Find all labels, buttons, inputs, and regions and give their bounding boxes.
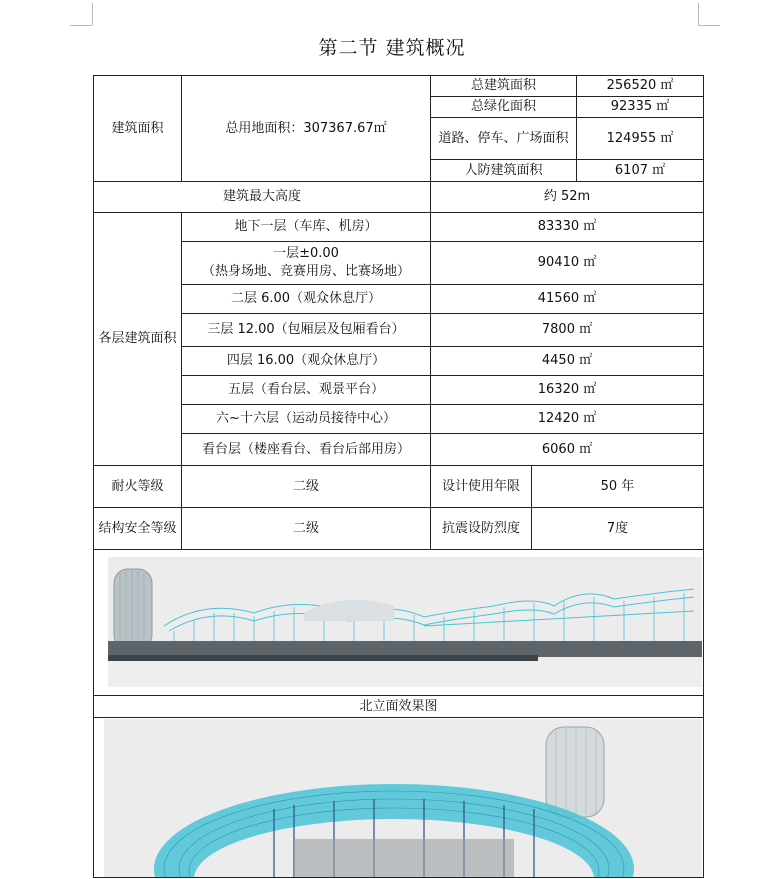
sub-label: 道路、停车、广场面积 [431, 118, 577, 160]
floor-value: 4450 ㎡ [431, 347, 704, 376]
sub-value: 92335 ㎡ [577, 97, 704, 118]
life-label: 设计使用年限 [431, 466, 532, 508]
fire-label: 耐火等级 [94, 466, 182, 508]
sub-value: 256520 ㎡ [577, 76, 704, 97]
sub-label: 总绿化面积 [431, 97, 577, 118]
floor-label: 一层±0.00 （热身场地、竞赛用房、比赛场地） [182, 242, 431, 285]
floor-value: 6060 ㎡ [431, 434, 704, 466]
floor-label: 五层（看台层、观景平台） [182, 376, 431, 405]
floor-value: 90410 ㎡ [431, 242, 704, 285]
struct-label: 结构安全等级 [94, 508, 182, 550]
floors-label: 各层建筑面积 [94, 213, 182, 466]
floor-label: 看台层（楼座看台、看台后部用房） [182, 434, 431, 466]
land-area: 总用地面积：307367.67㎡ [182, 76, 431, 182]
image-caption: 北立面效果图 [94, 696, 704, 718]
sub-label: 人防建筑面积 [431, 160, 577, 182]
stadium-rendering-image [94, 718, 704, 878]
floor-label: 地下一层（车库、机房） [182, 213, 431, 242]
margin-mark [70, 25, 92, 26]
floor-label: 三层 12.00（包厢层及包厢看台） [182, 314, 431, 347]
life-value: 50 年 [532, 466, 704, 508]
floor-label: 六~十六层（运动员接待中心） [182, 405, 431, 434]
seismic-value: 7度 [532, 508, 704, 550]
fire-value: 二级 [182, 466, 431, 508]
struct-value: 二级 [182, 508, 431, 550]
margin-mark [698, 3, 699, 25]
sub-label: 总建筑面积 [431, 76, 577, 97]
floor-value: 83330 ㎡ [431, 213, 704, 242]
floor-value: 41560 ㎡ [431, 285, 704, 314]
north-elevation-image [94, 550, 704, 696]
margin-mark [698, 25, 720, 26]
floor-value: 16320 ㎡ [431, 376, 704, 405]
sub-value: 6107 ㎡ [577, 160, 704, 182]
area-label: 建筑面积 [94, 76, 182, 182]
sub-value: 124955 ㎡ [577, 118, 704, 160]
height-value: 约 52m [431, 182, 704, 213]
section-title: 第二节 建筑概况 [318, 37, 466, 59]
margin-mark [92, 3, 93, 25]
seismic-label: 抗震设防烈度 [431, 508, 532, 550]
floor-value: 12420 ㎡ [431, 405, 704, 434]
overview-table [93, 75, 704, 878]
height-label: 建筑最大高度 [94, 182, 431, 213]
floor-label: 二层 6.00（观众休息厅） [182, 285, 431, 314]
floor-label: 四层 16.00（观众休息厅） [182, 347, 431, 376]
floor-value: 7800 ㎡ [431, 314, 704, 347]
